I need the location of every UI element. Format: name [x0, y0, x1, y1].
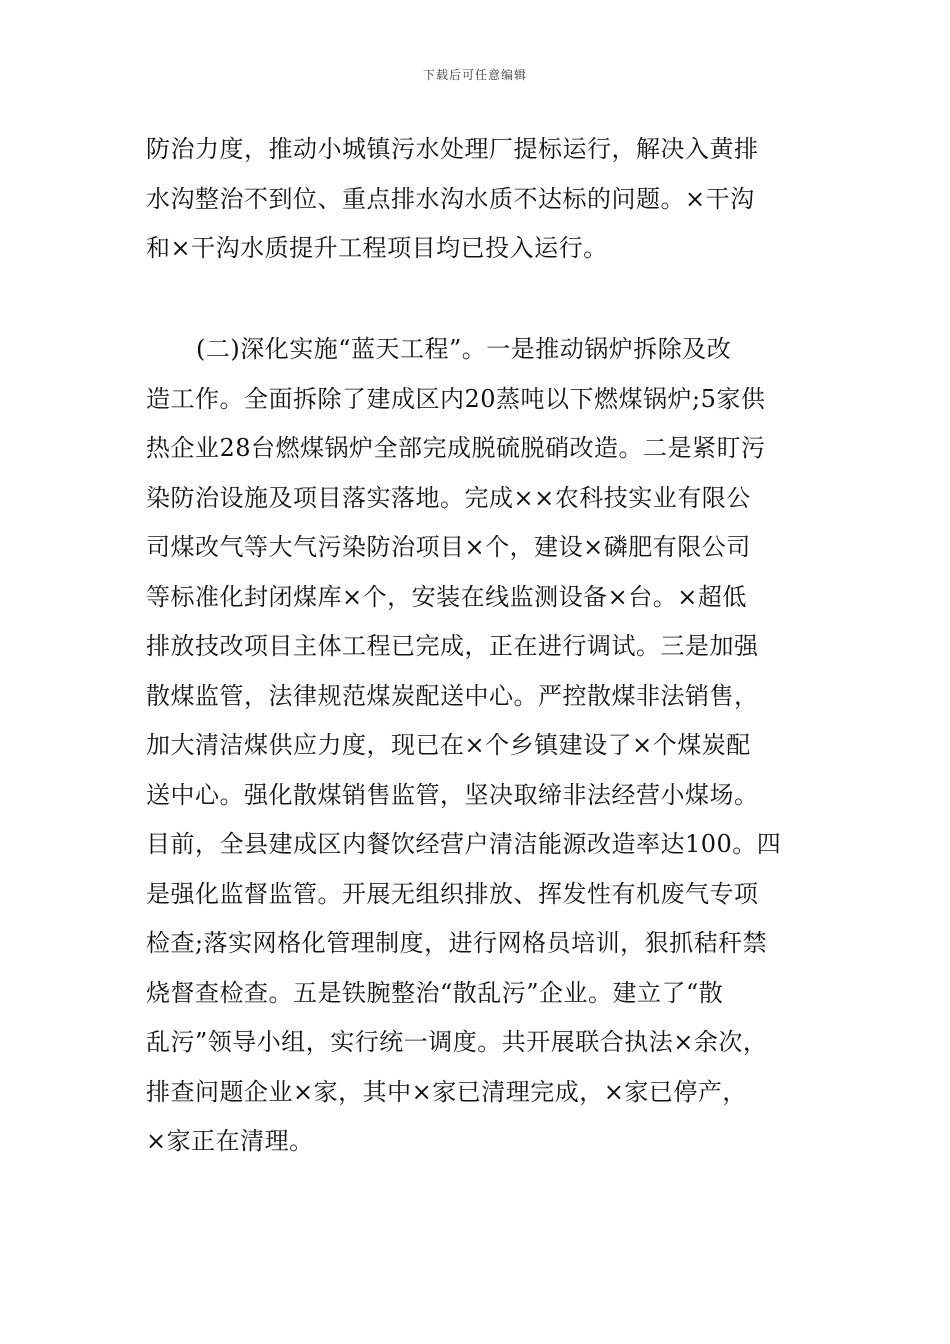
- paragraph-line: 热企业28台燃煤锅炉全部完成脱硫脱硝改造。二是紧盯污: [146, 434, 766, 462]
- paragraph-line: 染防治设施及项目落实落地。完成××农科技实业有限公: [146, 483, 751, 512]
- paragraph-line: 加大清洁煤供应力度，现已在×个乡镇建设了×个煤炭配: [146, 731, 751, 759]
- paragraph-line: 烧督查检查。五是铁腕整治“散乱污”企业。建立了“散: [146, 978, 724, 1007]
- paragraph-1: [146, 125, 816, 274]
- paragraph-line: 等标准化封闭煤库×个，安装在线监测设备×台。×超低: [146, 582, 747, 611]
- paragraph-line: 水沟整治不到位、重点排水沟水质不达标的问题。×干沟: [146, 184, 755, 213]
- paragraph-line: 司煤改气等大气污染防治项目×个，建设×磷肥有限公司: [146, 533, 751, 561]
- paragraph-line: (二)深化实施“蓝天工程”。一是推动锅炉拆除及改: [196, 335, 732, 363]
- paragraph-line: 防治力度，推动小城镇污水处理厂提标运行，解决入黄排: [146, 135, 759, 163]
- paragraph-line: 排查问题企业×家，其中×家已清理完成，×家已停产，: [146, 1077, 747, 1106]
- paragraph-line: 送中心。强化散煤销售监管，坚决取缔非法经营小煤场。: [146, 780, 759, 809]
- paragraph-line: 散煤监管，法律规范煤炭配送中心。严控散煤非法销售，: [146, 681, 759, 710]
- paragraph-line: 和×干沟水质提升工程项目均已投入运行。: [146, 234, 608, 262]
- paragraph-line: ×家正在清理。: [146, 1127, 314, 1155]
- paragraph-line: 目前，全县建成区内餐饮经营户清洁能源改造率达100。四: [146, 830, 782, 858]
- paragraph-line: 是强化监督监管。开展无组织排放、挥发性有机废气专项: [146, 879, 759, 908]
- paragraph-line: 排放技改项目主体工程已完成，正在进行调试。三是加强: [146, 632, 759, 660]
- paragraph-2: [146, 325, 816, 1167]
- paragraph-line: 造工作。全面拆除了建成区内20蒸吨以下燃煤锅炉;5家供: [146, 384, 766, 413]
- paragraph-line: 检查;落实网格化管理制度，进行网格员培训，狠抓秸秆禁: [146, 929, 768, 957]
- paragraph-line: 乱污”领导小组，实行统一调度。共开展联合执法×余次，: [146, 1028, 768, 1056]
- page-header: 下载后可任意编辑: [422, 68, 527, 82]
